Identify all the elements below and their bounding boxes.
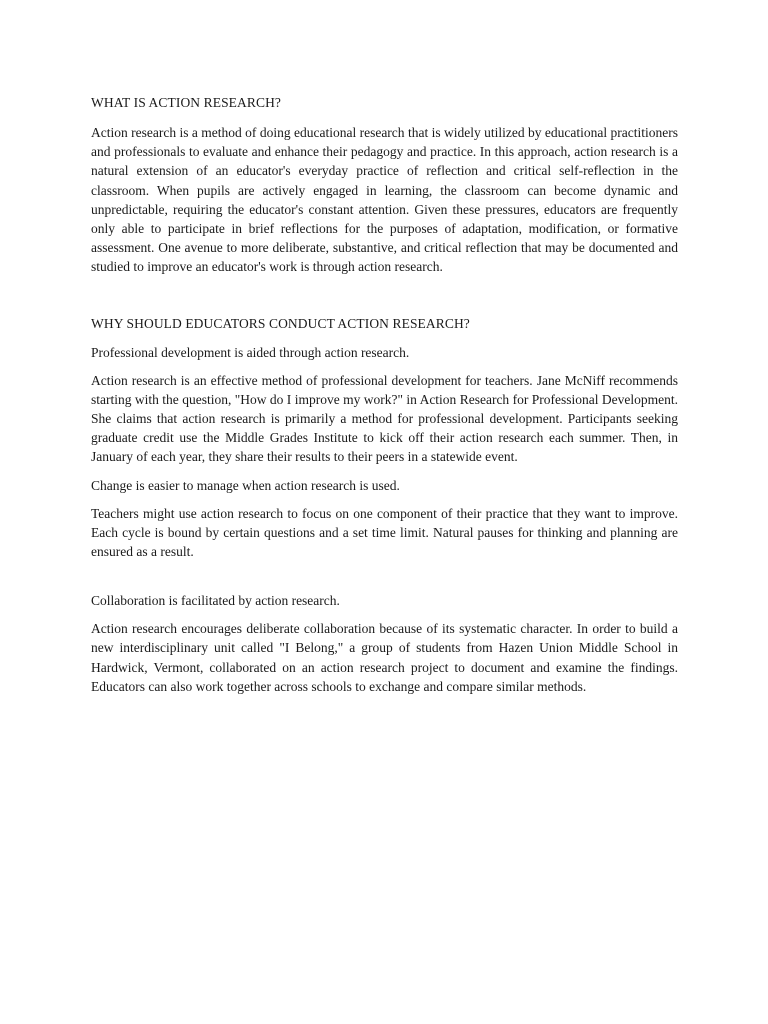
paragraph-collaboration: Action research encourages deliberate collaboration because of its systematic character. In order to build a new interdisciplinary unit called "I Belong," a group of students from Hazen Union Middle School in Hardwick, Vermont, collaborated on an action research project to document and examine the findings. Educators can also work together across schools to exchange and compare similar methods. <box>91 621 678 694</box>
heading-why-educators-conduct: WHY SHOULD EDUCATORS CONDUCT ACTION RESEARCH? <box>91 315 470 331</box>
lead-change-management: Change is easier to manage when action research is used. <box>91 477 400 493</box>
heading-what-is-action-research: WHAT IS ACTION RESEARCH? <box>91 95 282 110</box>
lead-professional-development: Professional development is aided through action research. <box>91 344 410 360</box>
paragraph-action-research-definition: Action research is a method of doing educational research that is widely utilized by educational practitioners and professionals to evaluate and enhance their pedagogy and practice. In this approach, action research is a natural extension of an educator's everyday practice of reflection and critical self-reflection in the classroom. When pupils are actively engaged in learning, the classroom can become dynamic and unpredictable, requiring the educator's constant attention. Given these pressures, educators are frequently only able to participate in brief reflections for the purposes of adaptation, modification, or formative assessment. One avenue to more deliberate, substantive, and critical reflection that may be documented and studied to improve an educator's work is through action research. <box>91 125 678 275</box>
paragraph-change-management: Teachers might use action research to focus on one component of their practice that they want to improve. Each cycle is bound by certain questions and a set time limit. Natural pauses for thinking and planning are ensured as a result. <box>91 505 678 560</box>
lead-collaboration: Collaboration is facilitated by action research. <box>91 593 340 609</box>
document-page <box>91 93 678 696</box>
paragraph-professional-development: Action research is an effective method of professional development for teachers. Jane McNiff recommends starting with the question, "How do I improve my work?" in Action Research for Professional Development. She claims that action research is primarily a method for professional development. Participants seeking graduate credit use the Middle Grades Institute to kick off their action research each summer. Then, in January of each year, they share their results to their peers in a statewide event. <box>91 372 678 465</box>
